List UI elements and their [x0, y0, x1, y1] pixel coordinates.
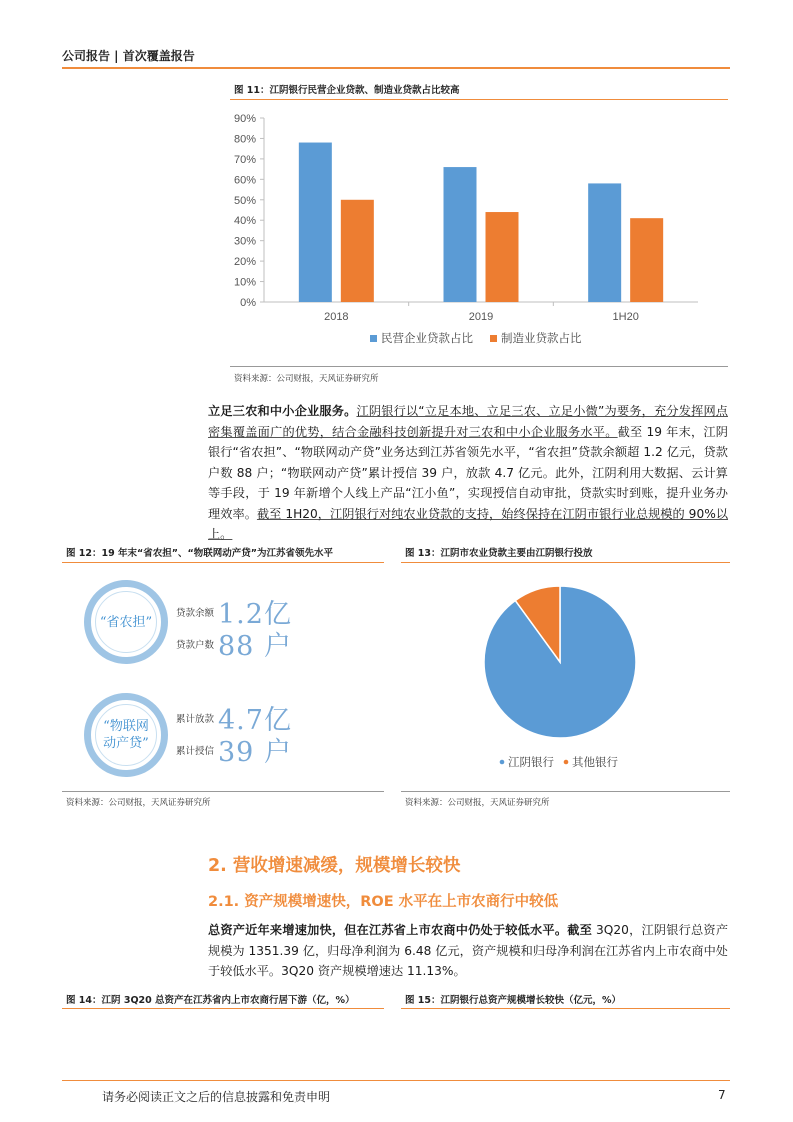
bar-2018-1	[341, 200, 374, 302]
x-tick-label: 2018	[324, 311, 349, 323]
paragraph-seg2: 截至 19 年末，江阴银行“省农担”、“物联网动产贷”业务达到江苏省领先水平，“省农担”贷款余额超 1.2 亿元，贷款户数 88 户；“物联网动产贷”累计授信 39 户，放款 4.7 亿元。此外，江阴利用大数据、云计算等手段，于 19 年新增个人线上产品“江小鱼”，实现授信自动审批，贷款实时到账，提升业务办理效率。	[208, 424, 728, 521]
figure14-title: 图 14：江阴 3Q20 总资产在江苏省内上市农商行居下游（亿，%）	[66, 995, 355, 1006]
y-tick-label: 20%	[233, 256, 256, 269]
legend-swatch	[370, 335, 377, 342]
stat-cumulative-lending-value: 4.7亿	[218, 705, 292, 736]
y-tick-label: 30%	[233, 235, 256, 248]
legend-label: 制造业贷款占比	[501, 331, 582, 345]
figure11-source: 资料来源：公司财报，天风证券研究所	[234, 374, 379, 384]
paragraph-seg3: 截至 1H20，江阴银行对纯农业贷款的支持，始终保持在江阴市银行业总规模的 90%以上。	[208, 506, 729, 541]
figure14-top-rule	[62, 1008, 384, 1009]
figure13-bottom-rule	[401, 791, 730, 792]
figure12-source: 资料来源：公司财报，天风证券研究所	[66, 798, 211, 808]
x-tick-label: 1H20	[612, 311, 639, 323]
circle-iot-chattel-loan	[84, 693, 168, 777]
figure15-title: 图 15：江阴银行总资产规模增长较快（亿元，%）	[405, 995, 622, 1006]
pie-legend-label: 江阴银行	[508, 755, 554, 769]
pie-legend-marker	[500, 760, 505, 765]
x-tick-label: 2019	[468, 311, 494, 323]
y-tick-label: 90%	[233, 113, 256, 125]
stat-loan-balance-value: 1.2亿	[218, 599, 292, 630]
y-tick-label: 10%	[233, 276, 256, 289]
figure15-top-rule	[401, 1008, 730, 1009]
bar-2018-0	[299, 143, 332, 302]
y-tick-label: 60%	[233, 174, 256, 187]
pie-legend-label: 其他银行	[572, 755, 618, 769]
bar-1H20-1	[630, 218, 663, 302]
legend-label: 民营企业贷款占比	[381, 331, 473, 345]
bar-2019-1	[486, 212, 519, 302]
paragraph-assets	[208, 920, 728, 982]
legend-swatch	[490, 335, 497, 342]
paragraph-rural-sme	[208, 401, 728, 545]
y-tick-label: 70%	[233, 153, 256, 166]
header-divider	[62, 67, 730, 69]
stat-cumulative-credit-value: 39 户	[218, 737, 292, 768]
figure13-top-rule	[401, 562, 730, 563]
section-heading: 2. 营收增速减缓，规模增长较快	[208, 856, 461, 876]
stat-loan-households-value: 88 户	[218, 631, 292, 662]
subsection-heading: 2.1. 资产规模增速快，ROE 水平在上市农商行中较低	[208, 894, 559, 910]
y-tick-label: 50%	[233, 194, 256, 207]
figure13-pie-chart	[470, 578, 650, 778]
figure12-bottom-rule	[62, 791, 384, 792]
circle-iot-line2: 动产贷”	[103, 736, 149, 751]
footer-divider	[62, 1080, 730, 1081]
paragraph-lead: 立足三农和中小企业服务。	[208, 404, 357, 418]
y-tick-label: 80%	[233, 133, 256, 146]
circle-iot-chattel-label	[95, 704, 157, 766]
report-header: 公司报告 | 首次覆盖报告	[62, 49, 195, 63]
paragraph-seg1: 江阴银行以“立足本地、立足三农、立足小微”为要务，充分发挥网点密集覆盖面广的优势，结合金融科技创新提升对三农和中小企业服务水平。	[208, 404, 728, 439]
figure12-title: 图 12：19 年末“省农担”、“物联网动产贷”为江苏省领先水平	[66, 548, 334, 559]
figure13-title: 图 13：江阴市农业贷款主要由江阴银行投放	[405, 548, 593, 559]
figure11-title: 图 11：江阴银行民营企业贷款、制造业贷款占比较高	[234, 85, 460, 96]
circle-shengnongdan	[84, 580, 168, 664]
figure11-bar-chart	[214, 104, 728, 364]
bar-1H20-0	[588, 183, 621, 302]
figure11-top-rule	[230, 99, 728, 100]
circle-iot-line1: “物联网	[103, 719, 149, 734]
footer-disclaimer: 请务必阅读正文之后的信息披露和免责申明	[102, 1090, 331, 1104]
figure13-source: 资料来源：公司财报，天风证券研究所	[405, 798, 550, 808]
circle-shengnongdan-label: “省农担”	[95, 591, 157, 653]
figure12-top-rule	[62, 562, 384, 563]
y-tick-label: 40%	[233, 215, 256, 228]
figure11-bottom-rule	[230, 366, 728, 367]
paragraph-assets-lead: 总资产近年来增速加快，但在江苏省上市农商中仍处于较低水平。截至	[208, 923, 592, 937]
stat-loan-balance-label: 贷款余额	[176, 608, 215, 619]
paragraph-assets-body: 3Q20，江阴银行总资产规模为 1351.39 亿，归母净利润为 6.48 亿元，资产规模和归母净利润在江苏省内上市农商中处于较低水平。3Q20 资产规模增速达 11.13%。	[208, 923, 729, 978]
stat-cumulative-credit-label: 累计授信	[176, 746, 215, 757]
stat-cumulative-lending-label: 累计放款	[176, 714, 215, 725]
stat-loan-households-label: 贷款户数	[176, 640, 215, 651]
pie-legend-marker	[564, 760, 569, 765]
y-tick-label: 0%	[240, 297, 256, 309]
page-number: 7	[718, 1088, 726, 1102]
bar-2019-0	[444, 167, 477, 302]
